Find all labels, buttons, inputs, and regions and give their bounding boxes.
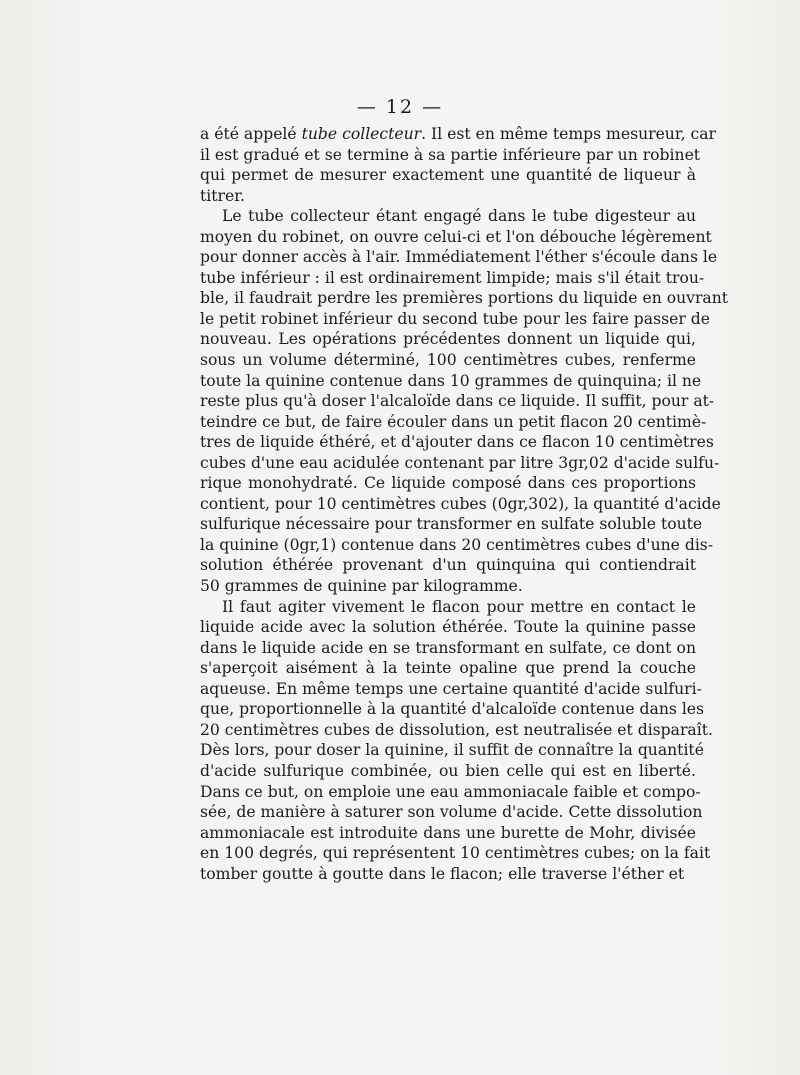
text-line: Dans ce but, on emploie une eau ammoniacale faible et compo- xyxy=(200,782,701,801)
text-line: que, proportionnelle à la quantité d'alcaloïde contenue dans les xyxy=(200,700,705,719)
text-run: a été appelé xyxy=(200,125,302,143)
text-line: s'aperçoit aisément à la teinte opaline que prend la couche xyxy=(200,659,696,678)
page-number: — 12 — xyxy=(356,96,444,118)
text-line: sous un volume déterminé, 100 centimètres cubes, renferme xyxy=(200,351,696,370)
text-line: 50 grammes de quinine par kilogramme. xyxy=(200,577,523,596)
text-line: qui permet de mesurer exactement une quantité de liqueur à xyxy=(200,166,696,185)
text-line: contient, pour 10 centimètres cubes (0gr,302), la quantité d'acide xyxy=(200,494,721,513)
text-line: aqueuse. En même temps une certaine quantité d'acide sulfuri- xyxy=(200,679,702,698)
text-line: Dès lors, pour doser la quinine, il suffit de connaître la quantité xyxy=(200,741,704,760)
text-line: pour donner accès à l'air. Immédiatement l'éther s'écoule dans le xyxy=(200,248,718,267)
text-line: reste plus qu'à doser l'alcaloïde dans ce liquide. Il suffit, pour at- xyxy=(200,392,715,411)
text-line: Le tube collecteur étant engagé dans le tube digesteur au xyxy=(222,207,696,226)
text-line: toute la quinine contenue dans 10 grammes de quinquina; il ne xyxy=(200,371,702,390)
text-line: teindre ce but, de faire écouler dans un petit flacon 20 centimè- xyxy=(200,412,707,431)
text-line: moyen du robinet, on ouvre celui-ci et l'on débouche légèrement xyxy=(200,227,712,246)
text-line: tomber goutte à goutte dans le flacon; elle traverse l'éther et xyxy=(200,864,685,883)
text-line: 20 centimètres cubes de dissolution, est neutralisée et disparaît. xyxy=(200,720,713,739)
italic-term: tube collecteur xyxy=(301,125,422,143)
text-line: cubes d'une eau acidulée contenant par litre 3gr,02 d'acide sulfu- xyxy=(200,453,720,472)
text-line: titrer. xyxy=(200,186,245,205)
text-line: d'acide sulfurique combinée, ou bien celle qui est en liberté. xyxy=(200,761,696,780)
text-line: rique monohydraté. Ce liquide composé dans ces proportions xyxy=(200,474,696,493)
text-line: nouveau. Les opérations précédentes donnent un liquide qui, xyxy=(200,330,696,349)
text-line: tres de liquide éthéré, et d'ajouter dans ce flacon 10 centimètres xyxy=(200,433,714,452)
text-line: sée, de manière à saturer son volume d'acide. Cette dissolution xyxy=(200,803,703,822)
text-line: ble, il faudrait perdre les premières portions du liquide en ouvrant xyxy=(200,289,729,308)
text-line: sulfurique nécessaire pour transformer en sulfate soluble toute xyxy=(200,515,703,534)
text-line xyxy=(200,124,716,145)
text-line: en 100 degrés, qui représentent 10 centimètres cubes; on la fait xyxy=(200,844,711,863)
text-line: solution éthérée provenant d'un quinquina qui contiendrait xyxy=(200,556,696,575)
text-line: tube inférieur : il est ordinairement limpide; mais s'il était trou- xyxy=(200,268,705,287)
text-line: le petit robinet inférieur du second tube pour les faire passer de xyxy=(200,309,710,328)
text-line: liquide acide avec la solution éthérée. Toute la quinine passe xyxy=(200,618,696,637)
body-text xyxy=(200,124,729,884)
text-line: il est gradué et se termine à sa partie inférieure par un robinet xyxy=(200,145,701,164)
text-line: Il faut agiter vivement le flacon pour mettre en contact le xyxy=(222,597,696,616)
text-run: . Il est en même temps mesureur, car xyxy=(421,125,716,143)
text-line: la quinine (0gr,1) contenue dans 20 centimètres cubes d'une dis- xyxy=(200,535,714,554)
text-line: ammoniacale est introduite dans une burette de Mohr, divisée xyxy=(200,823,696,842)
text-line: dans le liquide acide en se transformant en sulfate, ce dont on xyxy=(200,638,696,657)
